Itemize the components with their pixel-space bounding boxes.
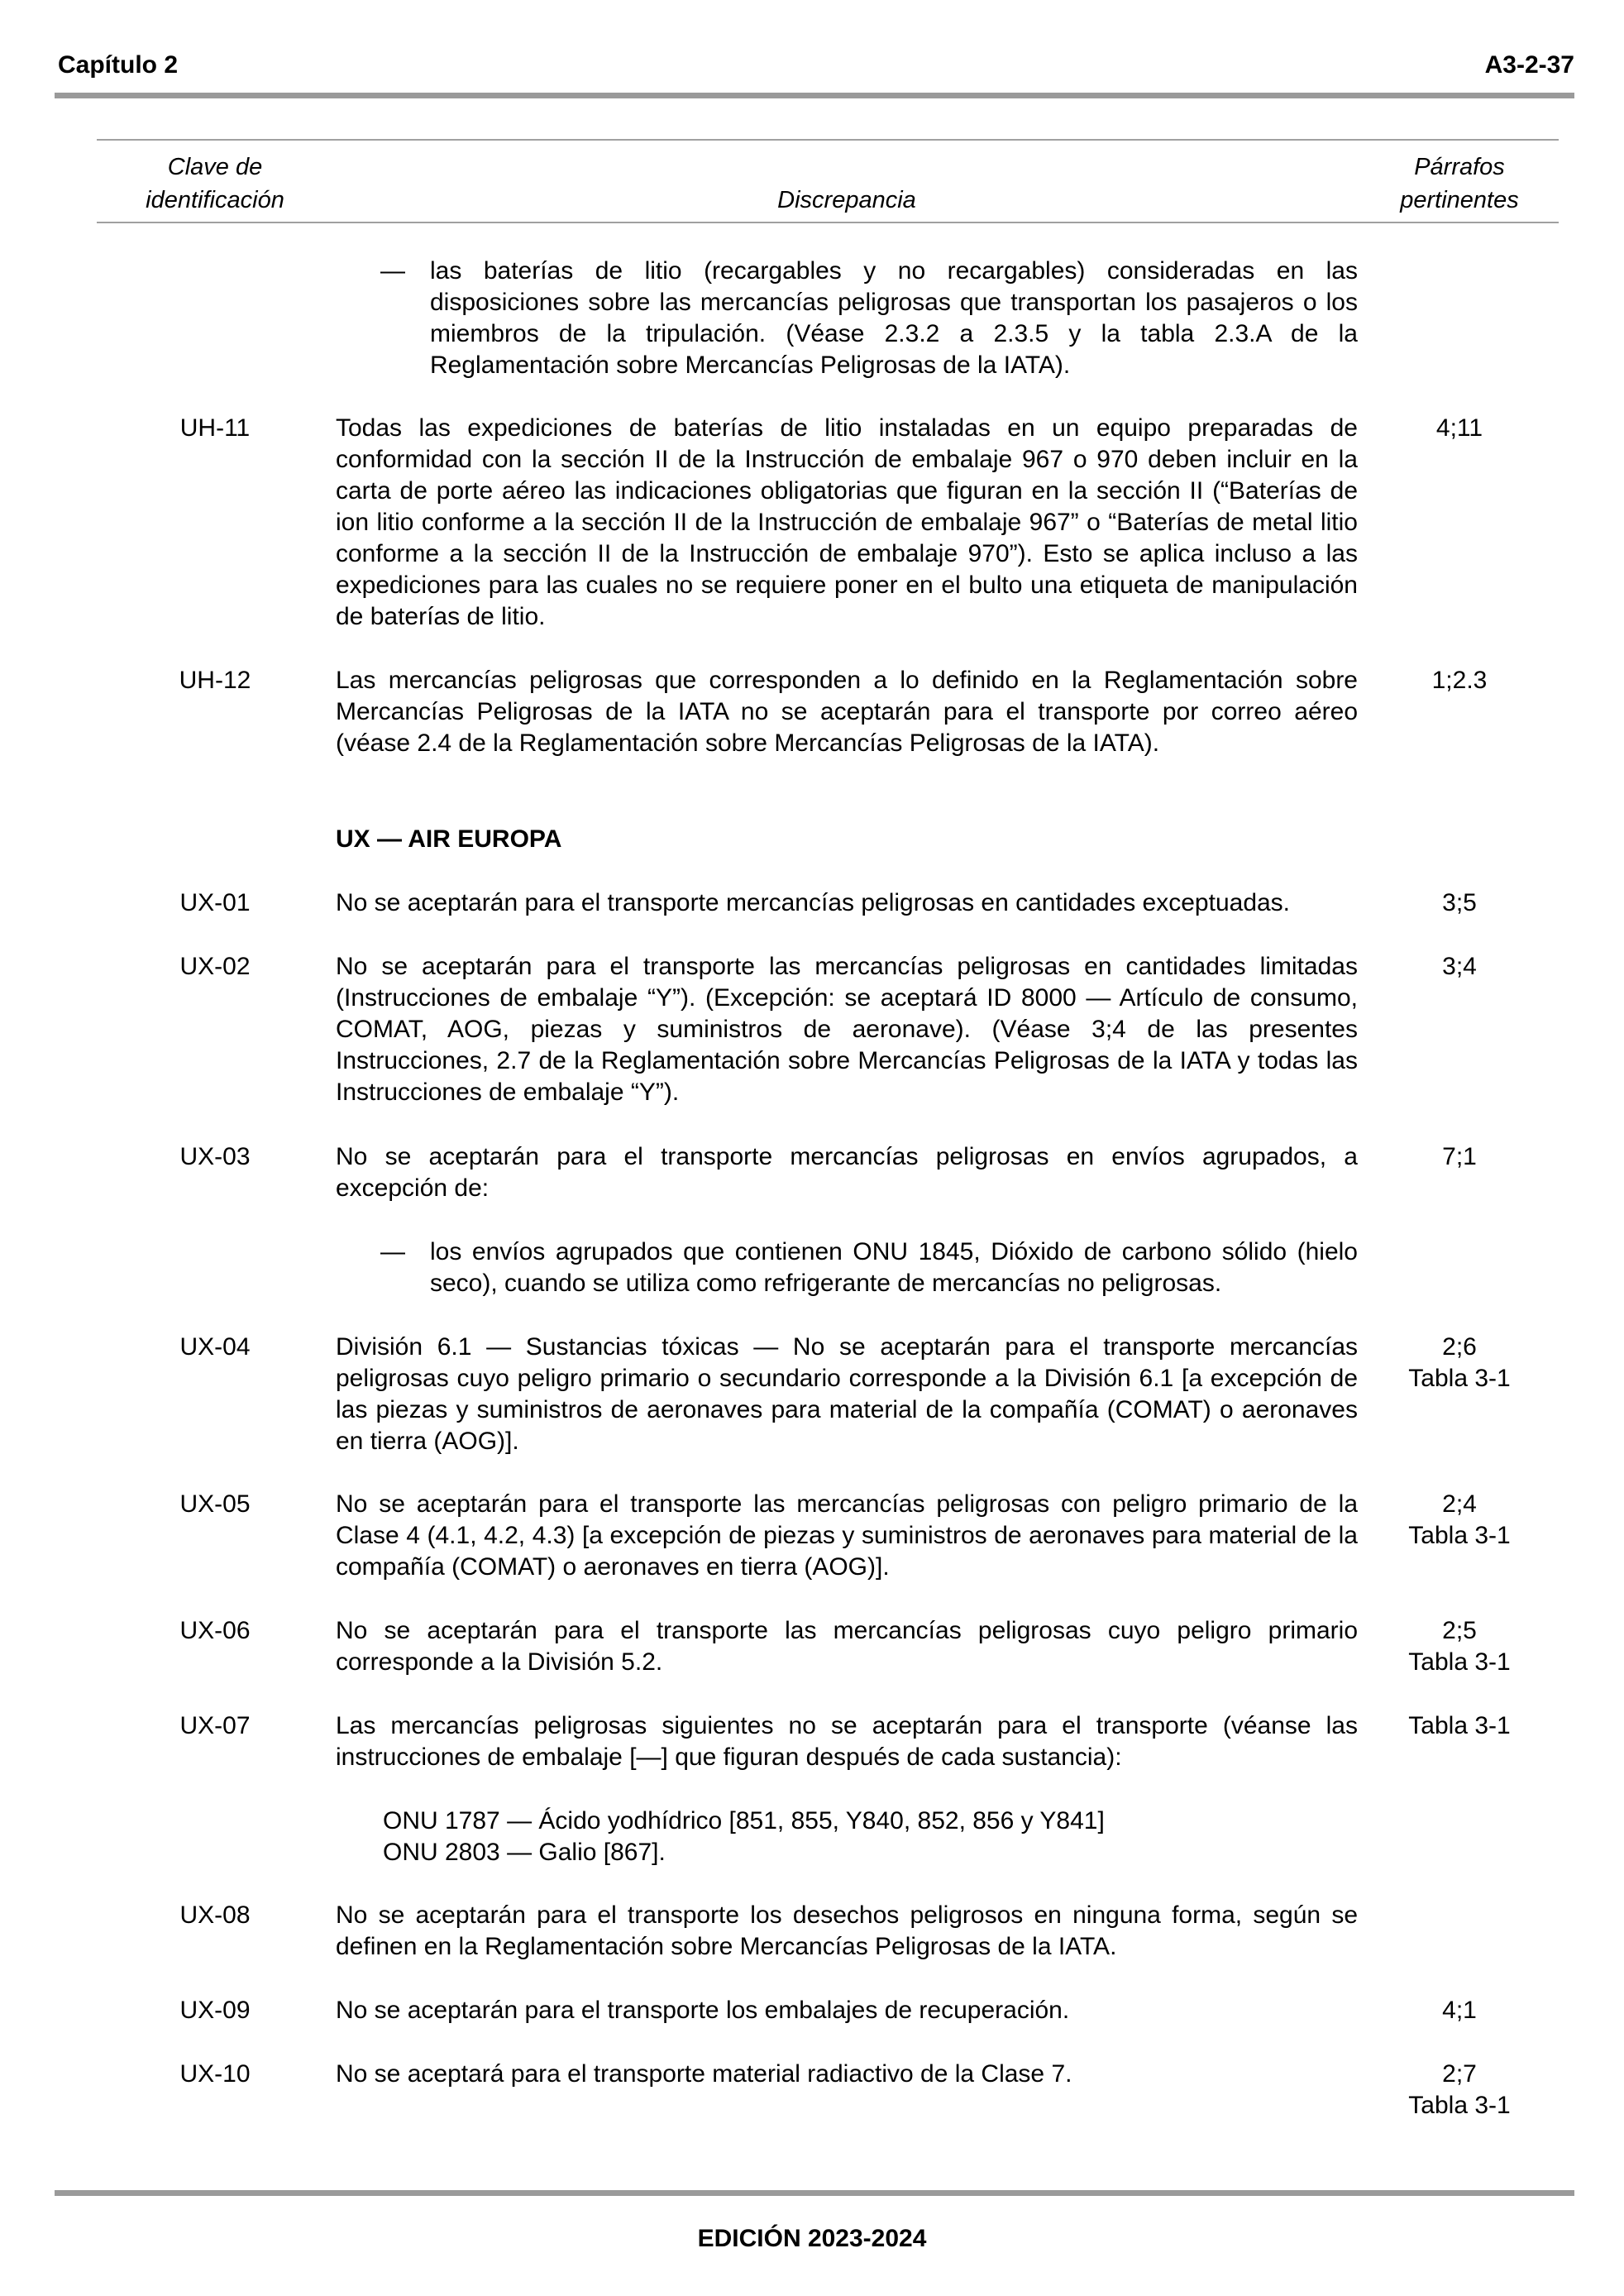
row-description: No se aceptarán para el transporte los embalajes de recuperación. (336, 1997, 1070, 2024)
chapter-title: Capítulo 2 (58, 51, 179, 79)
row-key: UH-12 (179, 667, 251, 694)
row-paragraphs: 4;11 (1435, 414, 1483, 442)
header-rule (55, 93, 1574, 98)
row-key: UX-04 (179, 1333, 251, 1361)
row-description: No se aceptarán para el transporte las mercancías peligrosas en cantidades limitadas (Instrucciones de embalaje “Y”). (Excepción: se aceptará ID 8000 — Artículo de consumo, COMAT, AOG, piezas y suministros de aeronave). (Véase 3;4 de las presentes Instrucciones, 2.7 de la Reglamentación sobre Mercancías Peligrosas de la IATA y todas las Instrucciones de embalaje “Y”). (336, 953, 1358, 1106)
row-paragraphs: 2;6 Tabla 3-1 (1408, 1333, 1511, 1392)
footer-rule (55, 2190, 1574, 2196)
row-description: No se aceptará para el transporte material radiactivo de la Clase 7. (336, 2060, 1072, 2088)
row-description: No se aceptarán para el transporte mercancías peligrosas en envíos agrupados, a excepción de: (336, 1143, 1358, 1202)
row-key: UX-08 (179, 1901, 251, 1929)
row-paragraphs: 7;1 (1442, 1143, 1477, 1170)
edition-footer: EDICIÓN 2023-2024 (697, 2225, 927, 2252)
row-description: División 6.1 — Sustancias tóxicas — No se aceptarán para el transporte mercancías peligrosas cuyo peligro primario o secundario corresponde a la División 6.1 [a excepción de las piezas y suministros de aeronaves para material de la compañía (COMAT) o aeronaves en tierra (AOG)]. (336, 1333, 1358, 1455)
row-key: UX-09 (179, 1997, 251, 2024)
dash-bullet: — (380, 257, 405, 285)
row-key: UX-03 (179, 1143, 251, 1170)
section-heading: UX — AIR EUROPA (336, 825, 562, 853)
column-paragraphs-line-1: Párrafos (1414, 154, 1505, 180)
list-item-text: los envíos agrupados que contienen ONU 1845, Dióxido de carbono sólido (hielo seco), cuando se utiliza como refrigerante de mercancías no peligrosas. (430, 1238, 1358, 1297)
list-item-text: las baterías de litio (recargables y no recargables) consideradas en las disposiciones sobre las mercancías peligrosas que transportan los pasajeros o los miembros de la tripulación. (Véase 2.3.2 a 2.3.5 y la tabla 2.3.A de la Reglamentación sobre Mercancías Peligrosas de la IATA). (430, 257, 1358, 379)
row-key: UH-11 (179, 414, 251, 442)
row-paragraphs: 3;4 (1442, 953, 1477, 980)
dash-bullet: — (380, 1238, 405, 1265)
row-key: UX-02 (179, 953, 251, 980)
substance-item: ONU 1787 — Ácido yodhídrico [851, 855, Y840, 852, 856 y Y841] (383, 1807, 1105, 1834)
row-paragraphs: 2;4 Tabla 3-1 (1408, 1490, 1511, 1549)
row-key: UX-05 (179, 1490, 251, 1518)
column-discrepancy-heading: Discrepancia (777, 187, 916, 213)
row-description: No se aceptarán para el transporte las mercancías peligrosas con peligro primario de la Clase 4 (4.1, 4.2, 4.3) [a excepción de piezas y suministros de aeronaves para material de la compañía (COMAT) o aeronaves en tierra (AOG)]. (336, 1490, 1358, 1581)
row-description: No se aceptarán para el transporte las mercancías peligrosas cuyo peligro primario corresponde a la División 5.2. (336, 1617, 1358, 1676)
row-description: Todas las expediciones de baterías de litio instaladas en un equipo preparadas de conformidad con la sección II de la Instrucción de embalaje 967 o 970 deben incluir en la carta de porte aéreo las indicaciones obligatorias que figuran en la sección II (“Baterías de ion litio conforme a la sección II de la Instrucción de embalaje 967” o “Baterías de metal litio conforme a la sección II de la Instrucción de embalaje 970”). Esto se aplica incluso a las expediciones para las cuales no se requiere poner en el bulto una etiqueta de manipulación de baterías de litio. (336, 414, 1358, 630)
column-paragraphs-line-2: pertinentes (1400, 187, 1519, 213)
row-paragraphs: 2;7 Tabla 3-1 (1408, 2060, 1511, 2119)
row-description: No se aceptarán para el transporte mercancías peligrosas en cantidades exceptuadas. (336, 889, 1291, 916)
row-description: No se aceptarán para el transporte los desechos peligrosos en ninguna forma, según se definen en la Reglamentación sobre Mercancías Peligrosas de la IATA. (336, 1901, 1358, 1960)
row-key: UX-01 (179, 889, 251, 916)
substance-item: ONU 2803 — Galio [867]. (383, 1839, 666, 1866)
row-paragraphs: 2;5 Tabla 3-1 (1408, 1617, 1511, 1676)
list-item (380, 256, 1358, 381)
row-paragraphs: 1;2.3 (1431, 667, 1488, 694)
table-top-rule (97, 139, 1559, 141)
row-paragraphs: Tabla 3-1 (1408, 1712, 1511, 1739)
column-key-line-2: identificación (146, 187, 284, 213)
row-key: UX-06 (179, 1617, 251, 1644)
list-item (380, 1236, 1358, 1299)
column-key-heading (116, 151, 314, 217)
row-description: Las mercancías peligrosas que corresponden a lo definido en la Reglamentación sobre Mercancías Peligrosas de la IATA no se aceptarán para el transporte por correo aéreo (véase 2.4 de la Reglamentación sobre Mercancías Peligrosas de la IATA). (336, 667, 1358, 757)
row-paragraphs: 4;1 (1442, 1997, 1477, 2024)
column-paragraphs-heading (1373, 151, 1546, 217)
row-key: UX-10 (179, 2060, 251, 2088)
column-key-line-1: Clave de (167, 154, 263, 180)
row-description: Las mercancías peligrosas siguientes no se aceptarán para el transporte (véanse las instrucciones de embalaje [—] que figuran después de cada sustancia): (336, 1712, 1358, 1771)
table-header-rule (97, 222, 1559, 223)
substance-list (383, 1806, 1359, 1868)
page-number: A3-2-37 (1484, 51, 1574, 79)
row-paragraphs: 3;5 (1442, 889, 1477, 916)
row-key: UX-07 (179, 1712, 251, 1739)
